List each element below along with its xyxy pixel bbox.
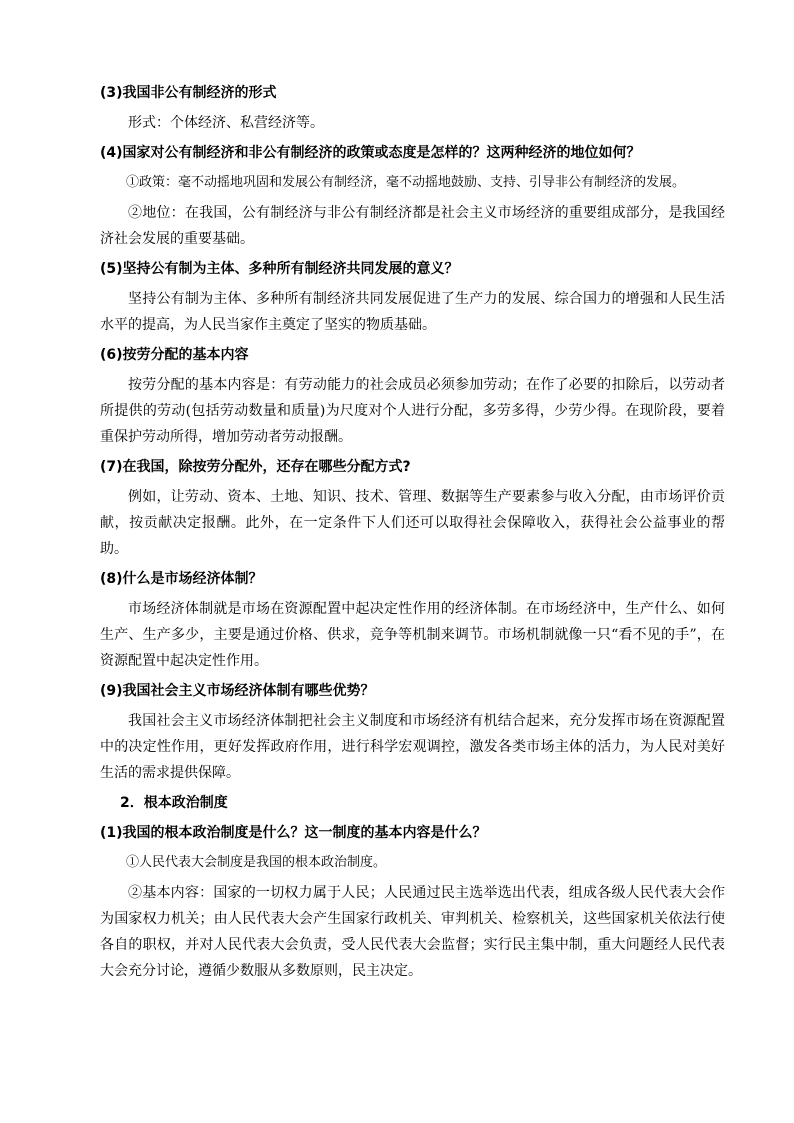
answer-paragraph: 形式：个体经济、私营经济等。 xyxy=(128,115,324,131)
question-heading-8: (8)什么是市场经济体制？ xyxy=(100,571,263,587)
answer-paragraph: 按劳分配的基本内容是：有劳动能力的社会成员必须参加劳动；在作了必要的扣除后，以劳动者所提供的劳动(包括劳动数量和质量)为尺度对个人进行分配，多劳多得，少劳少得。在现阶段，要着重保护劳动所得，增加劳动者劳动报酬。 xyxy=(100,377,725,445)
answer-paragraph: 例如，让劳动、资本、土地、知识、技术、管理、数据等生产要素参与收入分配，由市场评价贡献，按贡献决定报酬。此外，在一定条件下人们还可以取得社会保障收入，获得社会公益事业的帮助。 xyxy=(100,489,725,557)
question-heading-1: (1)我国的根本政治制度是什么？这一制度的基本内容是什么？ xyxy=(100,825,487,841)
question-heading-4: (4)国家对公有制经济和非公有制经济的政策或态度是怎样的？这两种经济的地位如何？ xyxy=(100,145,641,161)
document-page xyxy=(100,78,725,988)
answer-paragraph-content: ②基本内容：国家的一切权力属于人民；人民通过民主选举选出代表，组成各级人民代表大会作为国家权力机关；由人民代表大会产生国家行政机关、审判机关、检察机关，这些国家机关依法行使各自的职权，并对人民代表大会负责，受人民代表大会监督；实行民主集中制，重大问题经人民代表大会充分讨论，遵循少数服从多数原则，民主决定。 xyxy=(100,885,725,979)
question-heading-9: (9)我国社会主义市场经济体制有哪些优势？ xyxy=(100,683,375,699)
answer-paragraph-system: ①人民代表大会制度是我国的根本政治制度。 xyxy=(126,855,387,870)
answer-paragraph: 坚持公有制为主体、多种所有制经济共同发展促进了生产力的发展、综合国力的增强和人民生活水平的提高，为人民当家作主奠定了坚实的物质基础。 xyxy=(100,291,725,333)
question-heading-3: (3)我国非公有制经济的形式 xyxy=(100,85,277,101)
question-heading-6: (6)按劳分配的基本内容 xyxy=(100,347,249,363)
answer-paragraph-policy: ①政策：毫不动摇地巩固和发展公有制经济，毫不动摇地鼓励、支持、引导非公有制经济的发展。 xyxy=(126,175,686,190)
answer-paragraph-status: ②地位：在我国，公有制经济与非公有制经济都是社会主义市场经济的重要组成部分，是我国经济社会发展的重要基础。 xyxy=(100,205,725,247)
question-heading-5: (5)坚持公有制为主体、多种所有制经济共同发展的意义？ xyxy=(100,261,459,277)
answer-paragraph: 市场经济体制就是市场在资源配置中起决定性作用的经济体制。在市场经济中，生产什么、如何生产、生产多少，主要是通过价格、供求，竞争等机制来调节。市场机制就像一只“看不见的手”，在资源配置中起决定性作用。 xyxy=(100,601,725,669)
section-title: 2．根本政治制度 xyxy=(120,795,228,811)
answer-paragraph: 我国社会主义市场经济体制把社会主义制度和市场经济有机结合起来，充分发挥市场在资源配置中的决定性作用，更好发挥政府作用，进行科学宏观调控，激发各类市场主体的活力，为人民对美好生活的需求提供保障。 xyxy=(100,713,725,781)
question-heading-7: (7)在我国，除按劳分配外，还存在哪些分配方式? xyxy=(100,459,411,475)
